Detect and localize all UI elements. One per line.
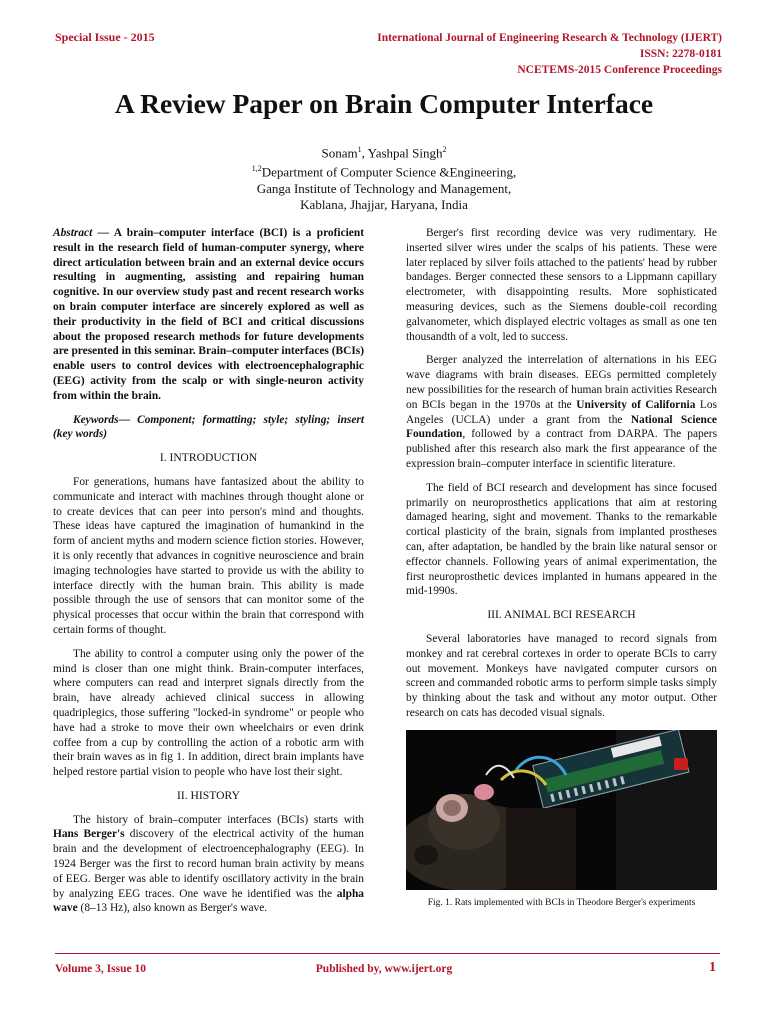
rat-illustration	[406, 730, 717, 890]
footer-publisher: Published by, www.ijert.org	[315, 963, 453, 975]
author-names: Sonam$^1$, Yashpal Singh$^2$	[321, 145, 447, 161]
figure-caption: Fig. 1. Rats implemented with BCIs in Theodore Berger's experiments	[427, 897, 696, 908]
intro-paragraph-2: The ability to control a computer using only the power of the mind is closer than one might think. Brain-computer interfaces, where computers can read and interpret signals directly from the brain, have already achieved clinical success in allowing quadriplegics, those suffering "locked-in syndrome" or people who have had a stroke to move their own wheelchairs or even drink coffee from a cup by controlling the action of a robotic arm with their brain waves as in fig 1. In addition, direct brain implants have helped restore partial vision to people who have lost their sight.	[53, 647, 364, 779]
figure-rat-bci-photo	[406, 730, 717, 890]
berger-analysis-paragraph: Berger analyzed the interrelation of alternations in his EEG wave diagrams with brain diseases. EEGs permitted completely new possibilities for the research of human brain activities Research on BCIs began in the 1970s at the University of California Los Angeles (UCLA) under a grant from the National Science Foundation, followed by a contract from DARPA. The papers published after this research also mark the first appearance of the expression brain–computer interface in scientific literature.	[406, 354, 718, 470]
history-paragraph: The history of brain–computer interfaces (BCIs) starts with Hans Berger's discovery of the electrical activity of the human brain and the development of electroencephalography (EEG). In 1924 Berger was the first to record human brain activity by means of EEG. Berger was able to identify oscillatory activity in the brain by analyzing EEG traces. One wave he identified was the alpha wave (8–13 Hz), also known as Berger's wave.	[53, 813, 364, 915]
conference-proceedings: NCETEMS-2015 Conference Proceedings	[517, 64, 722, 76]
section-heading-history: II. HISTORY	[177, 788, 240, 802]
paper-title: A Review Paper on Brain Computer Interface	[114, 88, 654, 119]
left-column	[53, 226, 364, 925]
journal-name: International Journal of Engineering Research & Technology (IJERT)	[377, 32, 722, 44]
berger-device-paragraph: Berger's first recording device was very rudimentary. He inserted silver wires under the scalps of his patients. These were later replaced by silver foils attached to the patients' head by rubber bandages. Berger connected these sensors to a Lippmann capillary electrometer, with disappointing results. More sophisticated measuring devices, such as the Siemens double-coil recording galvanometer, which displayed electric voltages as small as one ten thousandth of a volt, led to success.	[406, 227, 717, 343]
header-journal-info	[377, 30, 722, 78]
abstract: Abstract — A brain–computer interface (BCI) is a proficient result in the research field of human-computer synergy, where direct articulation between brain and an external device occurs resulting in augmenting, assisting and repairing human cognitive. In our overview study past and recent research works on brain computer interface are sincerely explored as well as their productivity in the field of BCI and critical discussions about the proposed research methods for future developments are presented in this seminar. Brain–computer interfaces (BCIs) enable users to control devices with electroencephalographic (EEG) activity from the scalp or with single-neuron activity from within the brain.	[53, 227, 364, 402]
page-number: 1	[709, 960, 716, 975]
footer-volume: Volume 3, Issue 10	[55, 963, 146, 975]
section-heading-animal-bci: III. ANIMAL BCI RESEARCH	[487, 608, 636, 622]
section-heading-introduction: I. INTRODUCTION	[159, 451, 258, 465]
animal-bci-paragraph: Several laboratories have managed to record signals from monkey and rat cerebral cortexes in order to operate BCIs to carry out movement. Monkeys have navigated computer cursors on screen and commanded robotic arms to perform simple tasks simply by thinking about the task and without any motor output. Other research on cats has decoded visual signals.	[406, 632, 717, 719]
author-location: Kablana, Jhajjar, Haryana, India	[300, 196, 468, 212]
right-column	[406, 226, 717, 911]
author-department: $^{1,2}$Department of Computer Science &Engineering,	[251, 164, 517, 180]
footer-divider	[55, 953, 720, 954]
keywords: Keywords— Component; formatting; style; styling; insert (key words)	[53, 413, 364, 441]
journal-issn: ISSN: 2278-0181	[639, 48, 722, 60]
intro-paragraph-1: For generations, humans have fantasized about the ability to communicate and interact with machines through thought alone or to create devices that can peer into person's mind and thoughts. These ideas have captured the imagination of humankind in the form of ancient myths and modern science fiction stories. However, it is only recently that advances in cognitive neuroscience and brain imaging technologies have started to provide us with the ability to interface directly with the human brain. This ability is made possible through the use of sensors that can monitor some of the physical processes that occur within the brain that correspond with certain forms of thought.	[53, 475, 364, 636]
header-special-issue: Special Issue - 2015	[55, 30, 155, 44]
author-block	[0, 142, 768, 213]
author-institute: Ganga Institute of Technology and Management,	[256, 180, 512, 196]
neuroprosthetics-paragraph: The field of BCI research and development has since focused primarily on neuroprosthetics applications that aim at restoring damaged hearing, sight and movement. Thanks to the remarkable cortical plasticity of the brain, signals from implanted prostheses can, after adaptation, be handled by the brain like natural sensor or effector channels. Following years of animal experimentation, the first neuroprosthetic devices implanted in humans appeared in the mid-1990s.	[406, 481, 717, 598]
